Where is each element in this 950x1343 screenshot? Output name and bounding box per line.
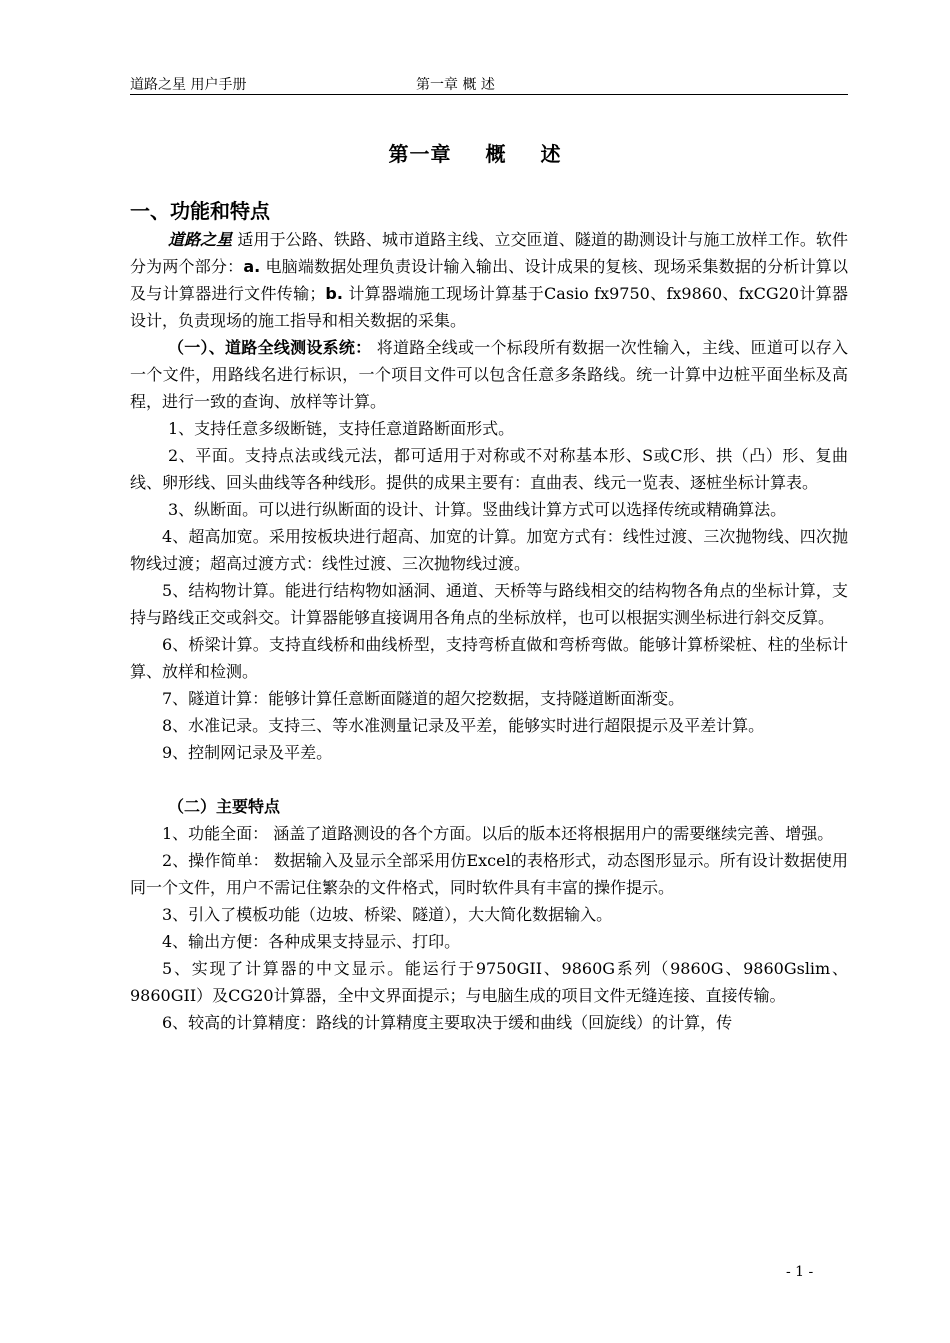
header-manual-title: 道路之星 用户手册 [130,77,247,93]
chapter-title [0,138,950,167]
product-name: 道路之星 [168,230,233,249]
subsection-1-heading: （一）、道路全线测设系统： [168,338,372,357]
list-item: 3、纵断面。可以进行纵断面的设计、计算。竖曲线计算方式可以选择传统或精确算法。 [168,500,787,519]
list-item: 5、实现了计算器的中文显示。能运行于9750GII、9860G系列（9860G、9860Gslim、9860GII）及CG20计算器，全中文界面提示；与电脑生成的项目文件无缝连接、直接传输。 [130,959,848,1005]
list-item: 6、较高的计算精度：路线的计算精度主要取决于缓和曲线（回旋线）的计算，传 [162,1013,733,1032]
paragraph-spacer [130,766,848,793]
list-item: 2、操作简单： 数据输入及显示全部采用仿Excel的表格形式，动态图形显示。所有设计数据使用同一个文件，用户不需记住繁杂的文件格式，同时软件具有丰富的操作提示。 [130,851,848,897]
list-item: 7、隧道计算：能够计算任意断面隧道的超欠挖数据，支持隧道断面渐变。 [162,689,685,708]
list-item: 3、引入了模板功能（边坡、桥梁、隧道），大大简化数据输入。 [162,905,613,924]
subsection-2-heading: （二）主要特点 [168,797,281,816]
header-chapter-title: 第一章 概 述 [416,77,495,93]
list-item: 9、控制网记录及平差。 [162,743,333,762]
list-item: 2、平面。支持点法或线元法，都可适用于对称或不对称基本形、S或C形、拱（凸）形、复曲线、卵形线、回头曲线等各种线形。提供的成果主要有：直曲表、线元一览表、逐桩坐标计算表。 [130,446,848,492]
section-heading: 一、功能和特点 [130,199,270,223]
intro-text-2: 电脑端数据处理负责设计输入输出、设计成果的复核、现场采集数据的分析计算以及与计算器进行文件传输； [130,257,848,303]
chapter-title-part3: 述 [540,142,562,166]
document-body [130,196,848,1036]
subsection-1-paragraph [130,334,848,415]
list-item: 5、结构物计算。能进行结构物如涵洞、通道、天桥等与路线相交的结构物各角点的坐标计算，支持与路线正交或斜交。计算器能够直接调用各角点的坐标放样，也可以根据实测坐标进行斜交反算。 [130,581,848,627]
subsection-1-text: 将道路全线或一个标段所有数据一次性输入，主线、匝道可以存入一个文件，用路线名进行标识，一个项目文件可以包含任意多条路线。统一计算中边桩平面坐标及高程，进行一致的查询、放样等计算。 [130,338,848,411]
list-item: 6、桥梁计算。支持直线桥和曲线桥型，支持弯桥直做和弯桥弯做。能够计算桥梁桩、柱的坐标计算、放样和检测。 [130,635,848,681]
chapter-title-part2: 概 [485,142,507,166]
list-item: 1、功能全面： 涵盖了道路测设的各个方面。以后的版本还将根据用户的需要继续完善、增强。 [162,824,834,843]
part-a-label: a. [243,257,261,276]
intro-paragraph [130,226,848,334]
list-item: 4、超高加宽。采用按板块进行超高、加宽的计算。加宽方式有：线性过渡、三次抛物线、四次抛物线过渡；超高过渡方式：线性过渡、三次抛物线过渡。 [130,527,848,573]
part-b-label: b. [325,284,343,303]
intro-text-1: 适用于公路、铁路、城市道路主线、立交匝道、隧道的勘测设计与施工放样工作。软件分为两个部分： [130,230,848,276]
chapter-title-part1: 第一章 [388,142,452,166]
subsection-2-heading-line [130,793,848,820]
list-item: 1、支持任意多级断链，支持任意道路断面形式。 [168,419,515,438]
list-item: 4、输出方便：各种成果支持显示、打印。 [162,932,461,951]
list-item: 8、水准记录。支持三、等水准测量记录及平差，能够实时进行超限提示及平差计算。 [162,716,765,735]
page-number: - 1 - [786,1264,814,1280]
page-header [130,74,848,95]
intro-text-3: 计算器端施工现场计算基于Casio fx9750、fx9860、fxCG20计算器设计，负责现场的施工指导和相关数据的采集。 [130,284,848,330]
